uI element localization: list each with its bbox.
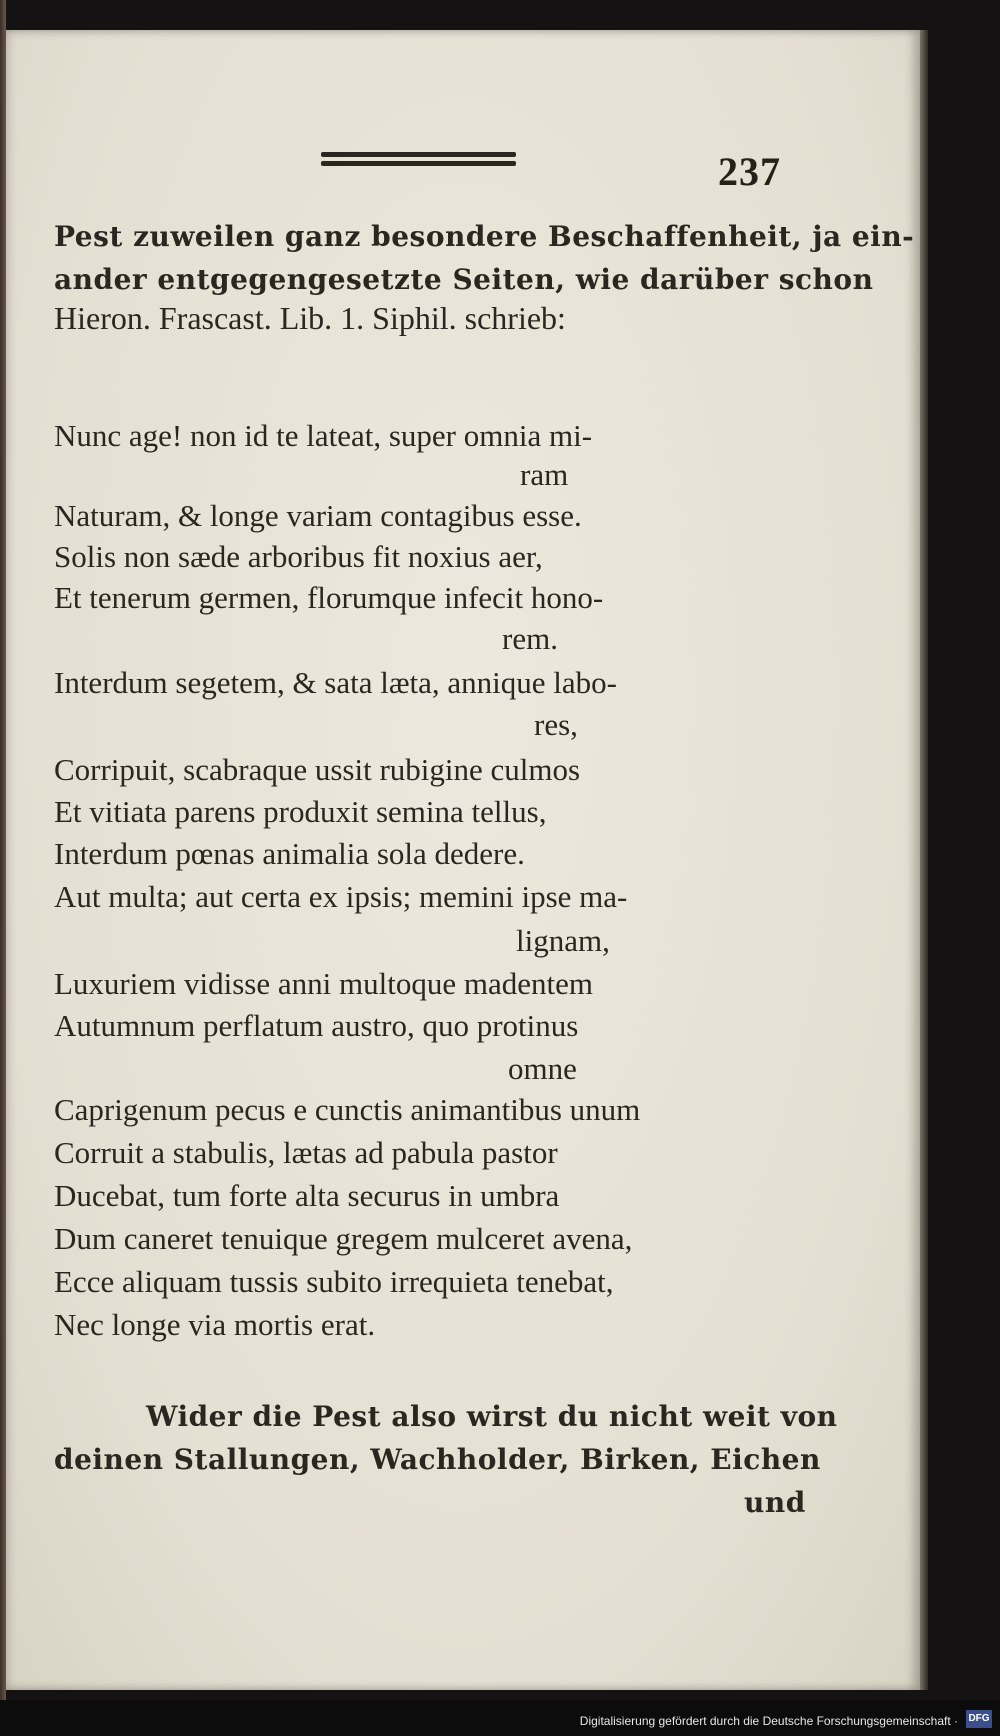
page-edge [920,30,928,1690]
verse-line: Interdum pœnas animalia sola dedere. [54,836,525,871]
page-number: 237 [718,149,781,194]
verse-line: Interdum segetem, & sata læta, annique labo- [54,665,617,700]
dfg-logo: DFG [966,1710,992,1728]
verse-line: Corripuit, scabraque ussit rubigine culmos [54,752,581,787]
header-rule [321,152,516,176]
verse-line: Aut multa; aut certa ex ipsis; memini ipse ma- [54,879,628,914]
verse-continuation: res, [534,707,578,742]
book-page [6,30,920,1690]
prose-line: Hieron. Frascast. Lib. 1. Siphil. schrieb: [54,300,566,336]
footer-credit: Digitalisierung gefördert durch die Deutsche Forschungsgemeinschaft · [579,1714,958,1728]
prose-line: deinen Stallungen, Wachholder, Birken, Eichen [54,1443,821,1476]
catchword: und [744,1486,806,1519]
verse-continuation: lignam, [516,923,610,958]
verse-line: Ducebat, tum forte alta securus in umbra [54,1178,560,1213]
prose-line: ander entgegengesetzte Seiten, wie darüber schon [54,263,874,296]
verse-line: Dum caneret tenuique gregem mulceret avena, [54,1221,633,1256]
verse-line: Et vitiata parens produxit semina tellus, [54,794,547,829]
verse-line: Nunc age! non id te lateat, super omnia mi- [54,418,593,453]
verse-line: Luxuriem vidisse anni multoque madentem [54,966,593,1001]
verse-continuation: rem. [502,621,558,656]
verse-line: Naturam, & longe variam contagibus esse. [54,498,582,533]
prose-line: Wider die Pest also wirst du nicht weit von [146,1400,838,1433]
verse-continuation: ram [520,457,569,492]
verse-line: Corruit a stabulis, lætas ad pabula pastor [54,1135,558,1170]
prose-line: Pest zuweilen ganz besondere Beschaffenheit, ja ein- [54,220,915,253]
verse-line: Caprigenum pecus e cunctis animantibus unum [54,1092,641,1127]
verse-line: Ecce aliquam tussis subito irrequieta tenebat, [54,1264,614,1299]
verse-line: Et tenerum germen, florumque infecit hono- [54,580,604,615]
verse-line: Nec longe via mortis erat. [54,1307,376,1342]
verse-line: Autumnum perflatum austro, quo protinus [54,1008,579,1043]
verse-continuation: omne [508,1051,577,1086]
verse-line: Solis non sæde arboribus fit noxius aer, [54,539,543,574]
